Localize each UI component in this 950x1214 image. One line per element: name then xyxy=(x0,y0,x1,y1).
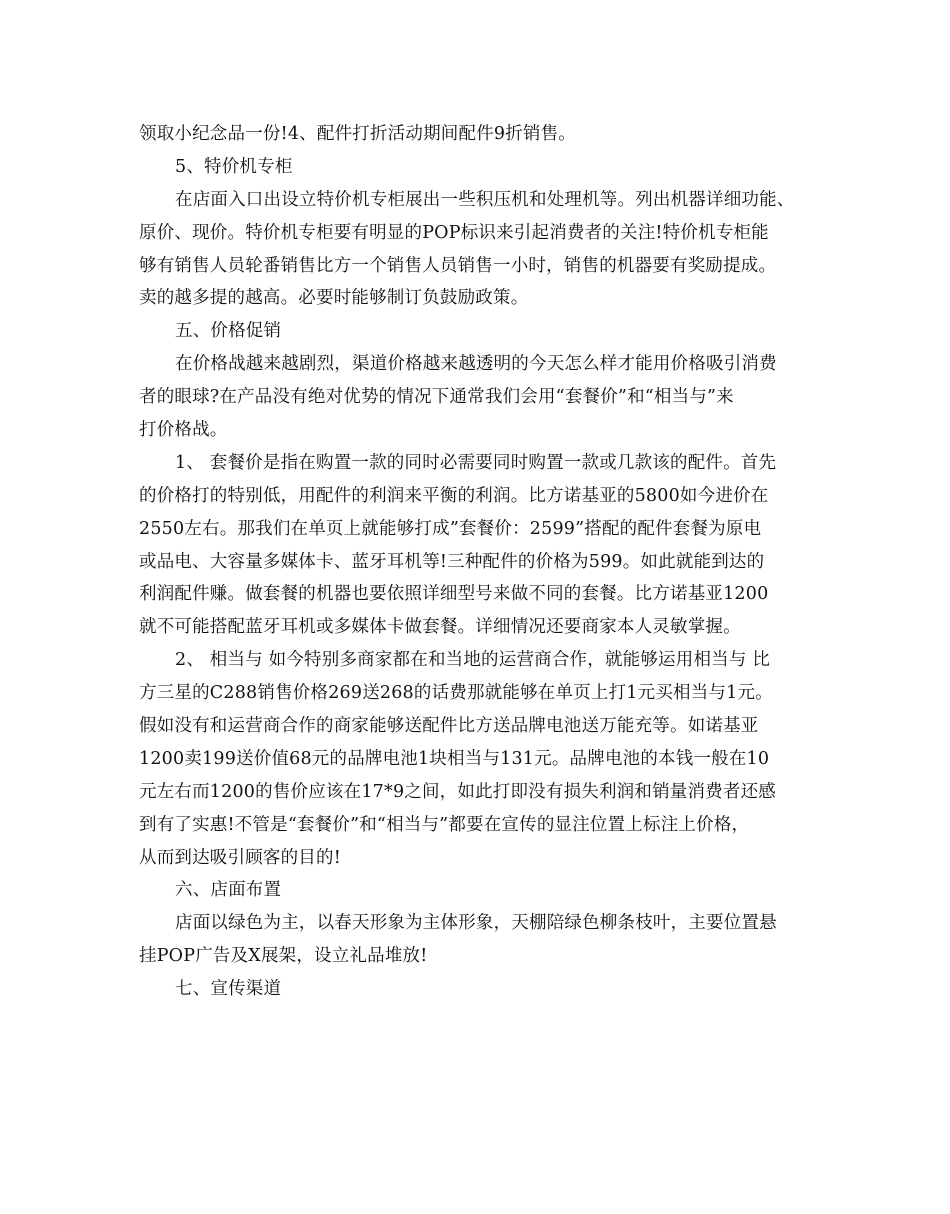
text-line: 从而到达吸引顾客的目的! xyxy=(139,847,341,868)
text-line: 在店面入口出设立特价机专柜展出一些积压机和处理机等。列出机器详细功能、 xyxy=(175,189,795,210)
text-line: 挂POP广告及X展架，设立礼品堆放! xyxy=(139,946,428,967)
text-line: 假如没有和运营商合作的商家能够送配件比方送品牌电池送万能充等。如诺基亚 xyxy=(139,716,759,737)
text-line: 在价格战越来越剧烈，渠道价格越来越透明的今天怎么样才能用价格吸引消费 xyxy=(175,354,777,375)
section-heading: 5、特价机专柜 xyxy=(175,156,293,177)
text-line: 到有了实惠!不管是“套餐价”和“相当与”都要在宣传的显注位置上标注上价格， xyxy=(139,814,750,835)
text-line: 店面以绿色为主，以春天形象为主体形象，天棚陪绿色柳条枝叶，主要位置悬 xyxy=(175,913,777,934)
document-body xyxy=(139,118,829,1006)
text-line: 元左右而1200的售价应该在17*9之间，如此打即没有损失利润和销量消费者还感 xyxy=(139,781,776,802)
text-line: 就不可能搭配蓝牙耳机或多媒体卡做套餐。详细情况还要商家本人灵敏掌握。 xyxy=(139,617,741,638)
text-line: 2550左右。那我们在单页上就能够打成”套餐价：2599”搭配的配件套餐为原电 xyxy=(139,518,762,539)
text-line: 够有销售人员轮番销售比方一个销售人员销售一小时，销售的机器要有奖励提成。 xyxy=(139,255,777,276)
text-line: 卖的越多提的越高。必要时能够制订负鼓励政策。 xyxy=(139,288,529,309)
text-line: 领取小纪念品一份!4、配件打折活动期间配件9折销售。 xyxy=(139,124,576,144)
text-line: 1200卖199送价值68元的品牌电池1块相当与131元。品牌电池的本钱一般在10 xyxy=(139,748,770,769)
section-heading: 六、店面布置 xyxy=(175,880,282,901)
text-line: 的价格打的特别低，用配件的利润来平衡的利润。比方诺基亚的5800如今进价在 xyxy=(139,485,769,506)
section-heading: 五、价格促销 xyxy=(175,321,282,342)
text-line: 方三星的C288销售价格269送268的话费那就能够在单页上打1元买相当与1元。 xyxy=(139,683,773,704)
text-line: 2、 相当与 如今特别多商家都在和当地的运营商合作，就能够运用相当与 比 xyxy=(175,650,771,671)
text-line: 者的眼球?在产品没有绝对优势的情况下通常我们会用“套餐价”和“相当与”来 xyxy=(139,387,734,408)
text-line: 或品电、大容量多媒体卡、蓝牙耳机等!三种配件的价格为599。如此就能到达的 xyxy=(139,551,765,572)
section-heading: 七、宣传渠道 xyxy=(175,979,282,1000)
text-line: 利润配件赚。做套餐的机器也要依照详细型号来做不同的套餐。比方诺基亚1200 xyxy=(139,584,769,605)
text-line: 打价格战。 xyxy=(139,420,228,441)
text-line: 1、 套餐价是指在购置一款的同时必需要同时购置一款或几款该的配件。首先 xyxy=(175,452,777,473)
text-line: 原价、现价。特价机专柜要有明显的POP标识来引起消费者的关注!特价机专柜能 xyxy=(139,222,769,243)
